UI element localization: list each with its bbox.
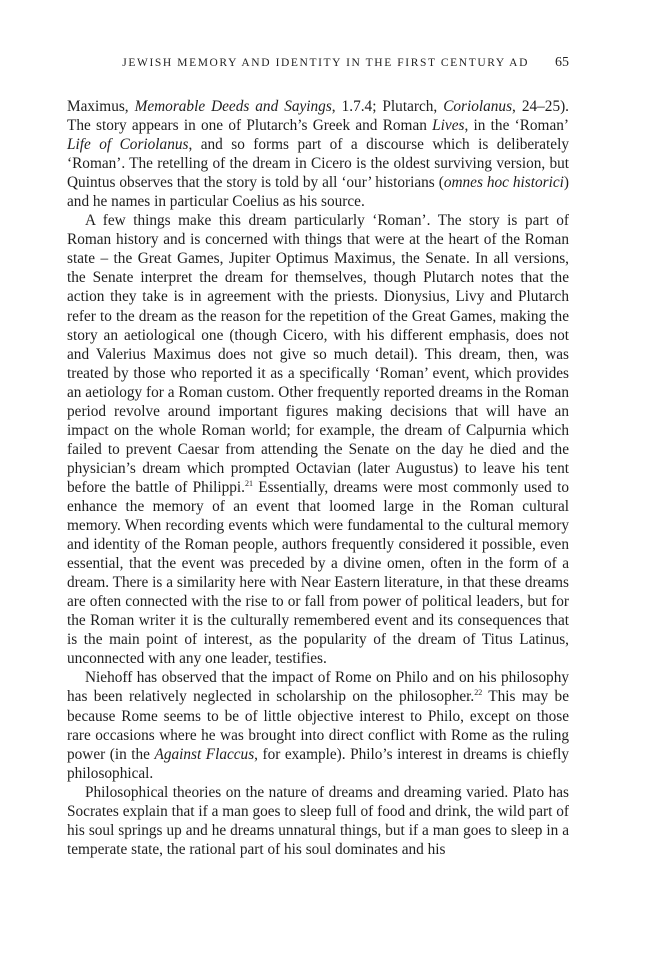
- running-head: [67, 48, 569, 78]
- paragraph: [67, 211, 569, 668]
- body-text: [67, 97, 569, 859]
- text-run: This may be because Rome seems to be of little objective interest to Philo, except on those rare occasions where he was brought into direct conflict with Rome as the ruling power (in the: [67, 688, 569, 763]
- text-run: Essentially, dreams were most commonly used to enhance the memory of an event that loomed large in the Roman cultural memory. When recording events which were fundamental to the cultural memory and identity of the Roman people, authors frequently considered it possible, even essential, that the event was preceded by a divine omen, often in the form of a dream. There is a similarity here with Near Eastern literature, in that these dreams are often connected with the rise to or fall from power of political leaders, but for the Roman writer it is the culturally remembered event and its consequences that is the main point of interest, as the popularity of the dream of Titus Latinus, unconnected with any one leader, testifies.: [67, 478, 569, 668]
- footnote-marker: 22: [474, 688, 483, 698]
- text-run: Maximus,: [67, 98, 135, 115]
- text-run: Philosophical theories on the nature of dreams and dreaming varied. Plato has Socrates explain that if a man goes to sleep full of food and drink, the wild part of his soul springs up and he dreams unnatural things, but if a man goes to sleep in a temperate state, the rational part of his soul dominates and his: [67, 783, 569, 858]
- text-run: A few things make this dream particularly ‘Roman’. The story is part of Roman history and is concerned with things that were at the heart of the Roman state – the Great Games, Jupiter Optimus Maximus, the Senate. In all versions, the Senate interpret the dream for themselves, though Plutarch notes that the action they take is in agreement with the priests. Dionysius, Livy and Plutarch refer to the dream as the reason for the repetition of the Great Games, making the story an aetiological one (though Cicero, with his different emphasis, does not and Valerius Maximus does not give so much detail). This dream, then, was treated by those who reported it as a specifically ‘Roman’ event, which provides an aetiology for a Roman custom. Other frequently reported dreams in the Roman period revolve around important figures making decisions that will have an impact on the whole Roman world; for example, the dream of Calpurnia which failed to prevent Caesar from attending the Senate on the day he died and the physician’s dream which prompted Octavian (later Augustus) to leave his tent before the battle of Philippi.: [67, 212, 569, 496]
- italic-text: Memorable Deeds and Sayings: [134, 98, 332, 115]
- text-run: ) and he names in particular Coelius as his source.: [67, 174, 569, 211]
- text-run: , for example). Philo’s interest in dreams is chiefly philosophical.: [67, 745, 569, 782]
- text-run: , 24–25). The story appears in one of Plutarch’s Greek and Roman: [67, 98, 570, 135]
- text-run: , 1.7.4; Plutarch,: [331, 98, 444, 115]
- italic-text: Against Flaccus: [154, 745, 255, 763]
- running-head-title: JEWISH MEMORY AND IDENTITY IN THE FIRST CENTURY AD: [122, 57, 529, 69]
- text-run: Niehoff has observed that the impact of Rome on Philo and on his philosophy has been relatively neglected in scholarship on the philosopher.: [67, 669, 569, 706]
- text-run: , and so forms part of a discourse which is deliberately ‘Roman’. The retelling of the dream in Cicero is the oldest surviving version, but Quintus observes that the story is told by all ‘our’ historians (: [67, 136, 569, 192]
- italic-text: Life of Coriolanus: [67, 136, 189, 154]
- paragraph: [67, 97, 569, 211]
- page-number: 65: [555, 55, 569, 70]
- book-page: [67, 48, 569, 859]
- italic-text: Coriolanus: [443, 98, 513, 115]
- paragraph: [67, 668, 569, 782]
- italic-text: Lives: [432, 117, 465, 135]
- text-run: , in the ‘Roman’: [464, 117, 569, 135]
- footnote-marker: 21: [244, 478, 253, 488]
- italic-text: omnes hoc historici: [443, 174, 564, 192]
- paragraph: [67, 783, 569, 859]
